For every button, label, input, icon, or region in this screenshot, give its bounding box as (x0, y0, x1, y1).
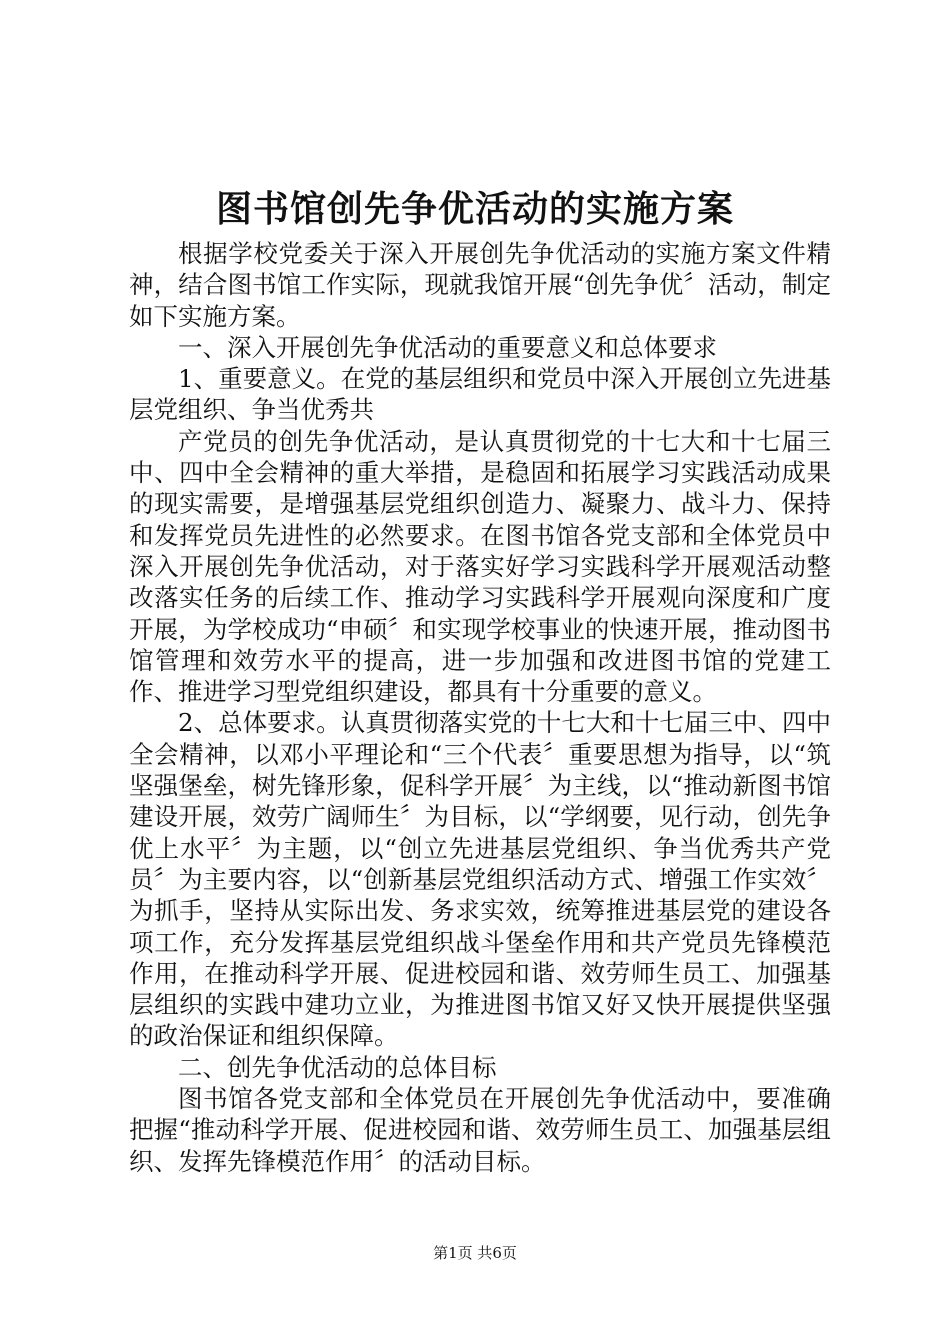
document-body (129, 238, 831, 1177)
document-title: 图书馆创先争优活动的实施方案 (215, 188, 734, 230)
heading-section-1: 一、深入开展创先争优活动的重要意义和总体要求 (178, 332, 717, 362)
paragraph-significance: 1、重要意义。在党的基层组织和党员中深入开展创立先进基层党组织、争当优秀共 (129, 364, 831, 425)
paragraph-significance-continued: 产党员的创先争优活动，是认真贯彻党的十七大和十七届三中、四中全会精神的重大举措，是稳固和拓展学习实践活动成果的现实需要，是增强基层党组织创造力、凝聚力、战斗力、保持和发挥党员先进性的必然要求。在图书馆各党支部和全体党员中深入开展创先争优活动，对于落实好学习实践科学开展观活动整改落实任务的后续工作、推动学习实践科学开展观向深度和广度开展，为学校成功“申硕〞和实现学校事业的快速开展，推动图书馆管理和效劳水平的提高，进一步加强和改进图书馆的党建工作、推进学习型党组织建设，都具有十分重要的意义。 (129, 426, 831, 707)
paragraph-overall-goal: 图书馆各党支部和全体党员在开展创先争优活动中，要准确把握“推动科学开展、促进校园和谐、效劳师生员工、加强基层组织、发挥先锋模范作用〞的活动目标。 (129, 1084, 831, 1176)
page-number-footer: 第1页 共6页 (433, 1244, 517, 1262)
paragraph-intro: 根据学校党委关于深入开展创先争优活动的实施方案文件精神，结合图书馆工作实际，现就我馆开展“创先争优〞活动，制定如下实施方案。 (129, 239, 831, 331)
paragraph-overall-requirements: 2、总体要求。认真贯彻落实党的十七大和十七届三中、四中全会精神，以邓小平理论和“三个代表〞重要思想为指导，以“筑坚强堡垒，树先锋形象，促科学开展〞为主线，以“推动新图书馆建设开展，效劳广阔师生〞为目标，以“学纲要，见行动，创先争优上水平〞为主题，以“创立先进基层党组织、争当优秀共产党员〞为主要内容，以“创新基层党组织活动方式、增强工作实效〞为抓手，坚持从实际出发、务求实效，统筹推进基层党的建设各项工作，充分发挥基层党组织战斗堡垒作用和共产党员先锋模范作用，在推动科学开展、促进校园和谐、效劳师生员工、加强基层组织的实践中建功立业，为推进图书馆又好又快开展提供坚强的政治保证和组织保障。 (129, 708, 831, 1051)
heading-section-2: 二、创先争优活动的总体目标 (178, 1052, 497, 1082)
